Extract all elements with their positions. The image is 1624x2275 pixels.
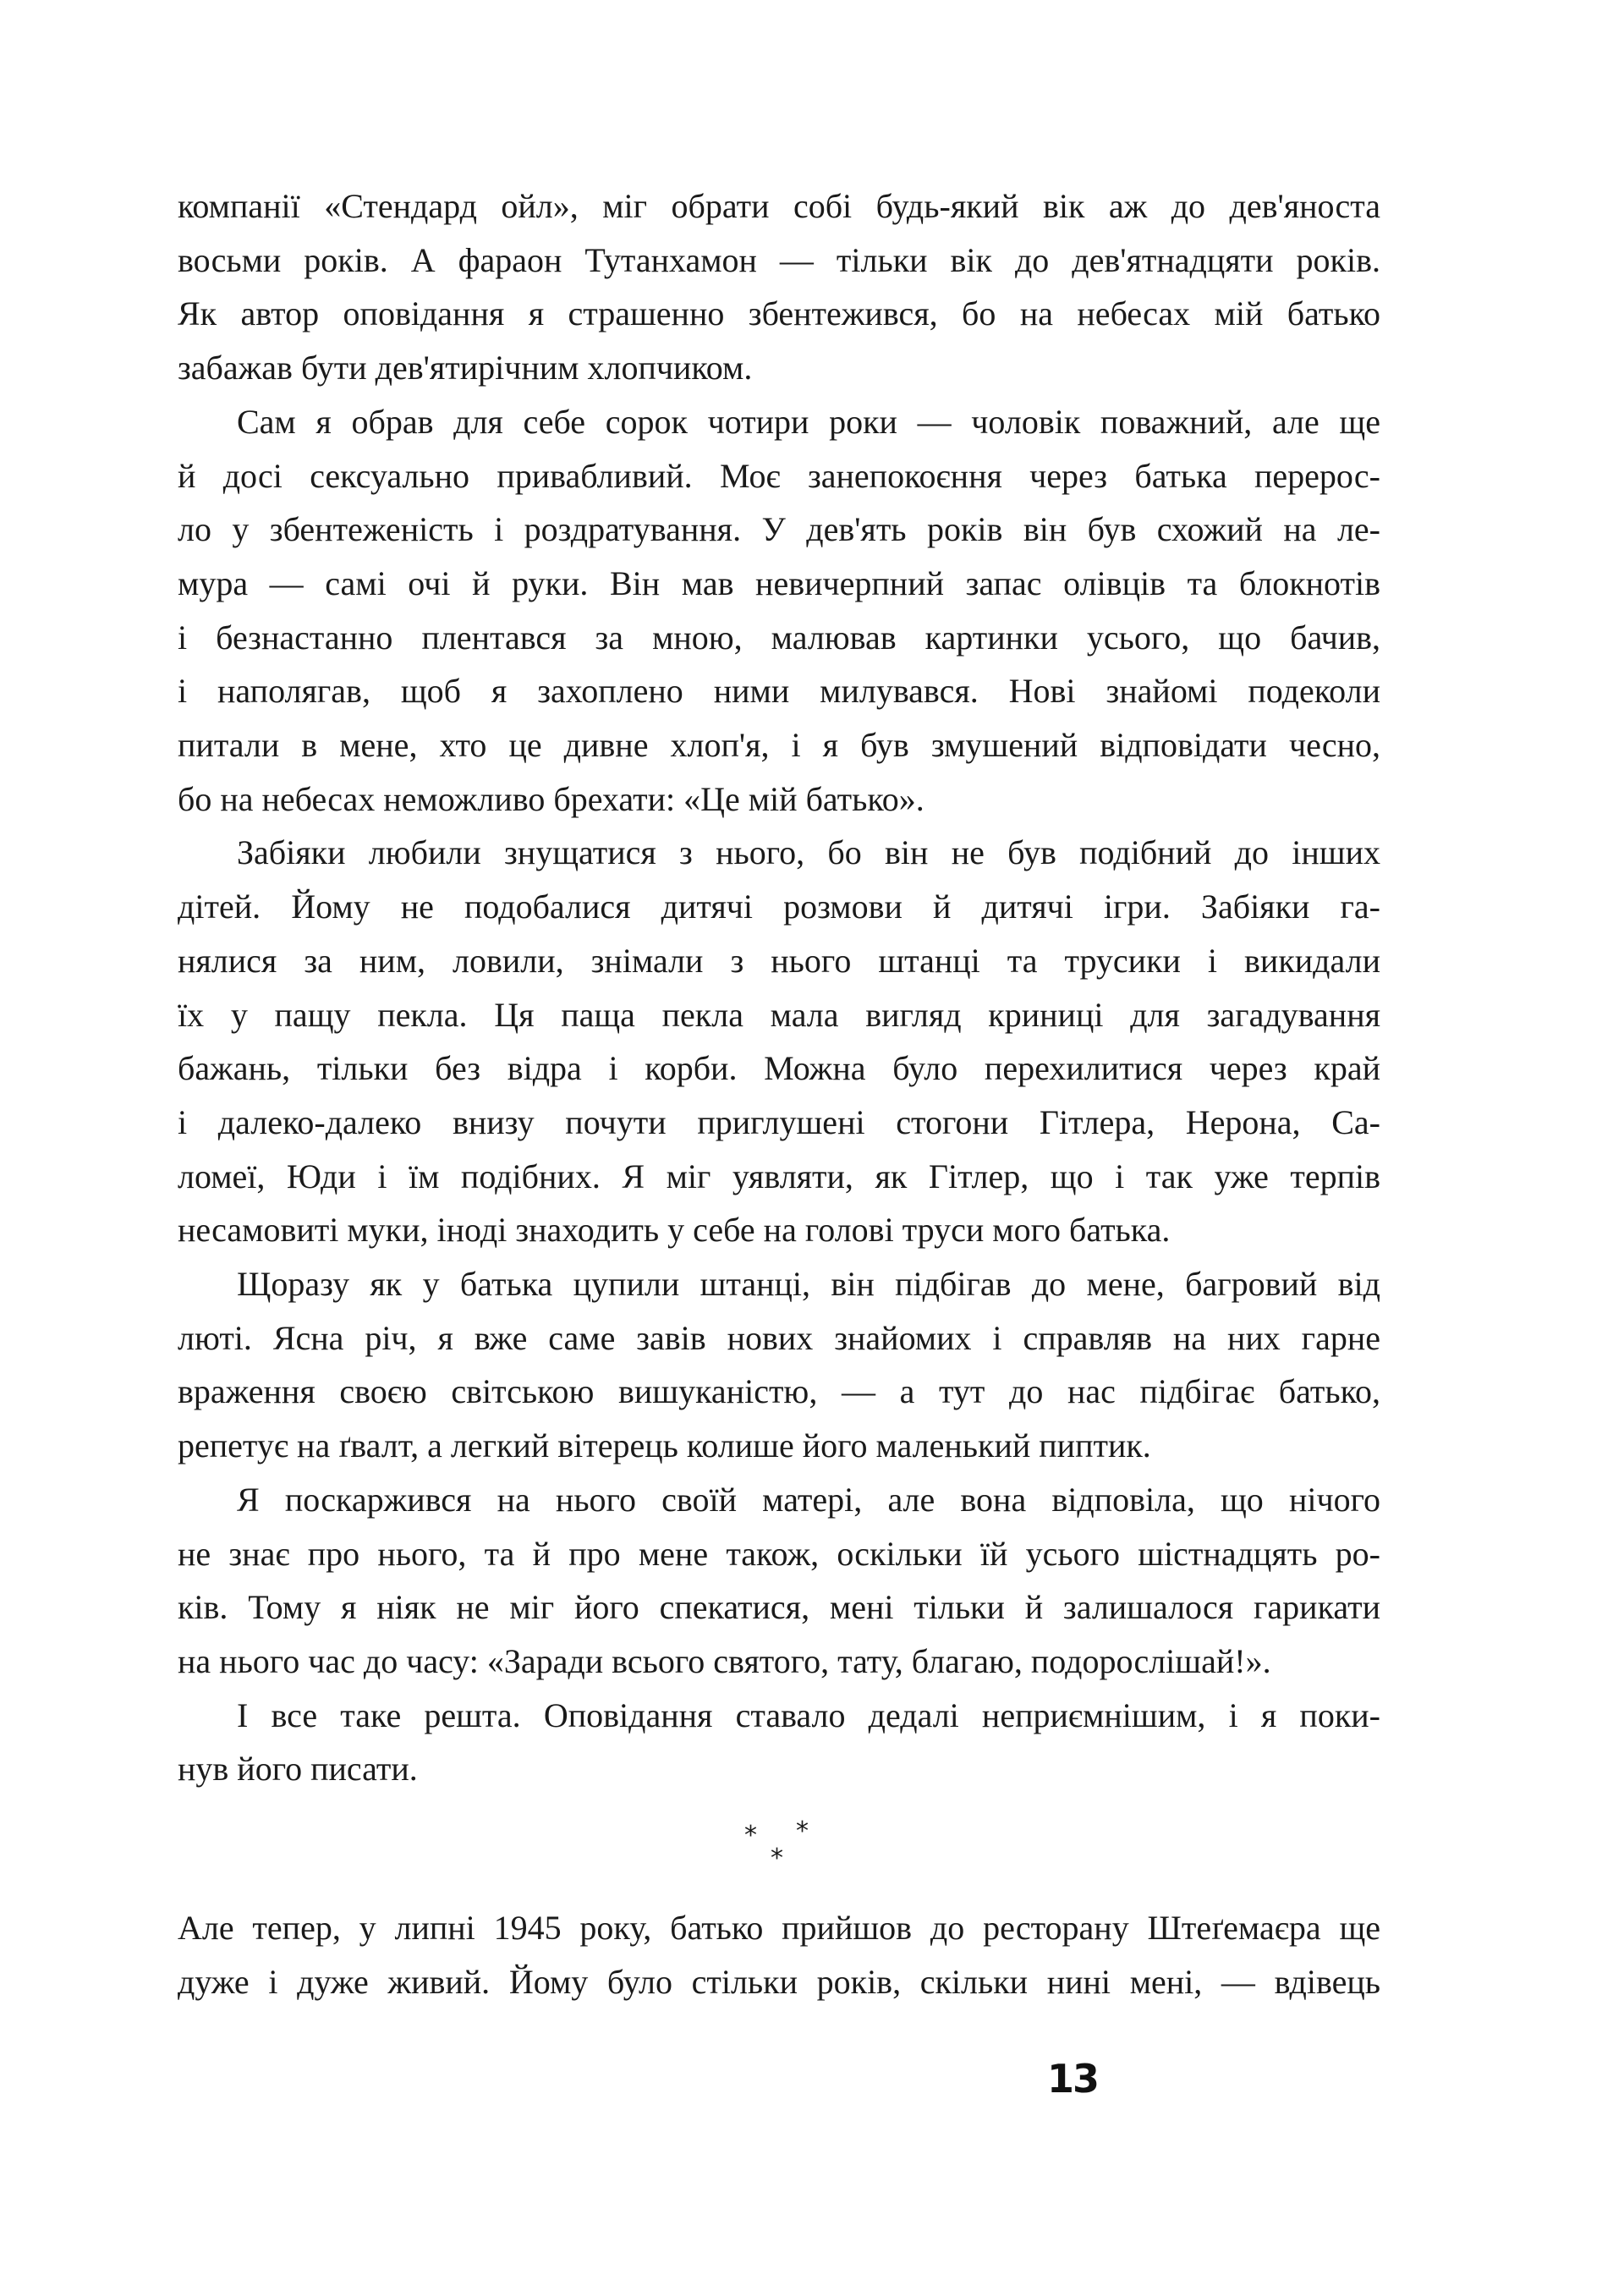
text-line: Але тепер, у липні 1945 року, батько прийшов до ресторану Штеґемаєра ще [178, 1909, 1380, 1947]
text-line: враження своєю світською вишуканістю, — а тут до нас підбігає батько, [178, 1372, 1380, 1411]
text-line: їх у пащу пекла. Ця паща пекла мала вигляд криниці для загадування [178, 995, 1380, 1034]
text-line: Сам я обрав для себе сорок чотири роки — чоловік поважний, але ще [237, 402, 1380, 441]
text-line: ломеї, Юди і їм подібних. Я міг уявляти, як Гітлер, що і так уже терпів [178, 1157, 1380, 1195]
text-line: нялися за ним, ловили, знімали з нього штанці та трусики і викидали [178, 941, 1380, 980]
text-line: і безнастанно плентався за мною, малював картинки усього, що бачив, [178, 618, 1380, 657]
text-line: Як автор оповідання я страшенно збентежився, бо на небесах мій батько [178, 294, 1380, 333]
text-line: Я поскаржився на нього своїй матері, але вона відповіла, що нічого [237, 1480, 1380, 1519]
text-line: восьми років. А фараон Тутанхамон — тільки вік до дев'ятнадцяти років. [178, 240, 1380, 279]
text-line: ло у збентеженість і роздратування. У дев'ять років він був схожий на ле- [178, 510, 1380, 549]
text-line: і наполягав, щоб я захоплено ними милувався. Нові знайомі подеколи [178, 672, 1380, 711]
text-line: нув його писати. [178, 1750, 418, 1789]
text-line: дітей. Йому не подобалися дитячі розмови й дитячі ігри. Забіяки га- [178, 887, 1380, 926]
section-break-star: * [771, 1844, 783, 1873]
section-break-star: * [744, 1821, 757, 1850]
text-line: несамовиті муки, іноді знаходить у себе на голові труси мого батька. [178, 1211, 1171, 1250]
page-number: 13 [1047, 2056, 1099, 2102]
text-line: люті. Ясна річ, я вже саме завів нових знайомих і справляв на них гарне [178, 1318, 1380, 1357]
text-line: дуже і дуже живий. Йому було стільки років, скільки нині мені, — вдівець [178, 1962, 1380, 2001]
text-line: І все таке решта. Оповідання ставало дедалі неприємнішим, і я поки- [237, 1695, 1380, 1734]
text-line: репетує на ґвалт, а легкий вітерець колише його маленький пиптик. [178, 1426, 1151, 1465]
text-line: і далеко-далеко внизу почути приглушені стогони Гітлера, Нерона, Са- [178, 1102, 1380, 1141]
text-line: Щоразу як у батька цупили штанці, він підбігав до мене, багровий від [237, 1265, 1380, 1303]
text-line: ків. Тому я ніяк не міг його спекатися, мені тільки й залишалося гарикати [178, 1588, 1380, 1627]
text-line: не знає про нього, та й про мене також, оскільки їй усього шістнадцять ро- [178, 1534, 1380, 1573]
text-line: забажав бути дев'ятирічним хлопчиком. [178, 349, 753, 387]
text-line: на нього час до часу: «Заради всього святого, тату, благаю, подорослішай!». [178, 1641, 1271, 1680]
text-line: й досі сексуально привабливий. Моє занепокоєння через батька перерос- [178, 456, 1380, 495]
text-line: Забіяки любили знущатися з нього, бо він не був подібний до інших [237, 833, 1380, 872]
section-break-star: * [796, 1816, 809, 1846]
text-line: питали в мене, хто це дивне хлоп'я, і я був змушений відповідати чесно, [178, 726, 1380, 764]
text-line: мура — самі очі й руки. Він мав невичерпний запас олівців та блокнотів [178, 563, 1380, 602]
text-line: бо на небесах неможливо брехати: «Це мій батько». [178, 779, 924, 818]
text-line: компанії «Стендард ойл», міг обрати собі будь-який вік аж до дев'яноста [178, 187, 1380, 225]
text-line: бажань, тільки без відра і корби. Можна було перехилитися через край [178, 1049, 1380, 1088]
